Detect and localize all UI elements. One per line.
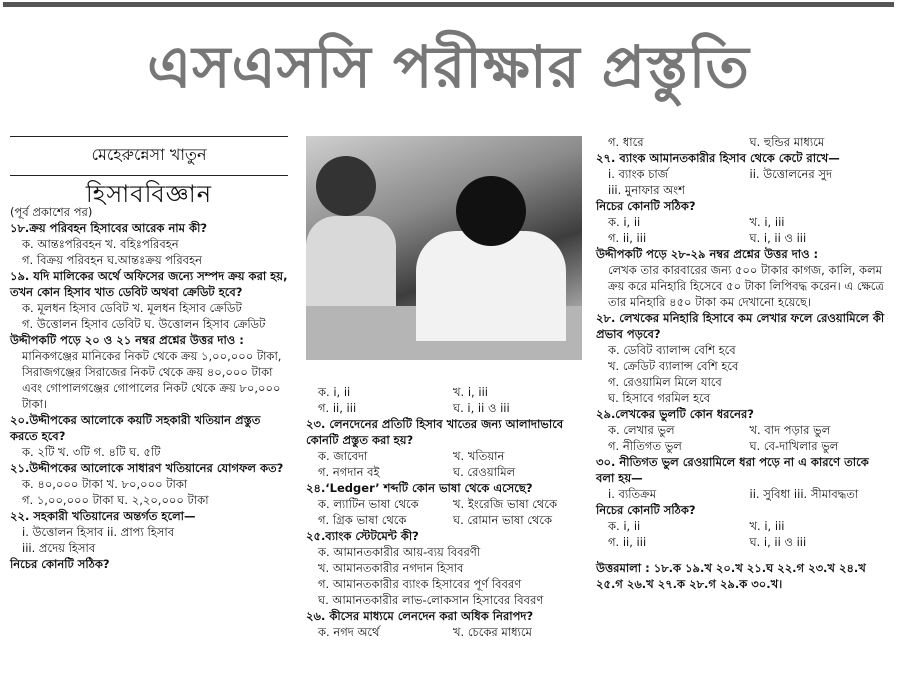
stimulus-heading: উদ্দীপকটি পড়ে ২০ ও ২১ নম্বর প্রশ্নের উত্তর দাও :	[10, 333, 244, 347]
question-18: ১৮.ক্রয় পরিবহন হিসাবের আরেক নাম কী?	[10, 221, 208, 235]
stimulus-heading: উদ্দীপকটি পড়ে ২৮-২৯ নম্বর প্রশ্নের উত্তর দাও :	[596, 247, 819, 261]
option: গ. ধারে	[608, 135, 644, 149]
option: গ. নীতিগত ভুল	[608, 439, 682, 453]
option: ঘ. i, ii ও iii	[749, 231, 807, 245]
choose-correct: নিচের কোনটি সঠিক?	[10, 557, 110, 571]
option: খ. আমানতকারীর নগদান হিসাব	[318, 561, 464, 575]
options	[596, 166, 891, 182]
option: ক. i, ii	[608, 519, 641, 533]
options	[306, 384, 588, 400]
option: গ. গ্রিক ভাষা থেকে	[318, 513, 407, 527]
question-27: ২৭. ব্যাংক আমানতকারীর হিসাব থেকে কেটে রাখে—	[596, 151, 840, 165]
option: ক. আমানতকারীর আয়-ব্যয় বিবরণী	[318, 545, 481, 559]
options: ক. ৪০,০০০ টাকা খ. ৮০,০০০ টাকা	[22, 477, 188, 491]
options	[596, 422, 891, 438]
option: ঘ. i, ii ও iii	[749, 535, 807, 549]
column-middle	[306, 384, 588, 640]
options: i. উত্তোলন হিসাব ii. প্রাপ্য হিসাব	[22, 525, 175, 539]
option: গ. আমানতকারীর ব্যাংক হিসাবের পূর্ণ বিবরণ	[318, 577, 522, 591]
options	[596, 134, 891, 150]
option: খ. i, iii	[749, 519, 785, 533]
options: ক. ২টি খ. ৩টি গ. ৪টি ঘ. ৫টি	[22, 445, 161, 459]
option: গ. রেওয়ামিল মিলে যাবে	[608, 375, 722, 389]
options	[306, 448, 588, 464]
option: গ. ii, iii	[608, 231, 647, 245]
option: খ. খতিয়ান	[453, 449, 505, 463]
option: ক. ল্যাটিন ভাষা থেকে	[318, 497, 419, 511]
choose-correct: নিচের কোনটি সঠিক?	[596, 503, 696, 517]
option: ii. উত্তোলনের সুদ	[749, 167, 833, 181]
question-26: ২৬. কীসের মাধ্যমে লেনদেন করা অধিক নিরাপদ?	[306, 609, 534, 623]
section-title: হিসাববিজ্ঞান	[85, 180, 213, 208]
option: গ. ii, iii	[318, 401, 357, 415]
option: ক. i, ii	[318, 385, 351, 399]
option: গ. ii, iii	[608, 535, 647, 549]
choose-correct: নিচের কোনটি সঠিক?	[596, 199, 696, 213]
divider	[10, 136, 288, 137]
option: ঘ. রেওয়ামিল	[453, 465, 516, 479]
option: ঘ. আমানতকারীর লাভ-লোকসান হিসাবের বিবরণ	[318, 593, 544, 607]
option: খ. বাদ পড়ার ভুল	[749, 423, 831, 437]
question-25: ২৫.ব্যাংক স্টেটমেন্ট কী?	[306, 529, 419, 543]
question-22: ২২. সহকারী খতিয়ানের অন্তর্গত হলো—	[10, 509, 196, 523]
stimulus-text: লেখক তার কারবারের জন্য ৫০০ টাকার কাগজ, কালি, কলম ক্রয় করে মনিহারি হিসেবে ৫০ টাকা লিপিবদ্ধ করেন। এ ক্ষেত্রে তার মনিহারি ৪৫০ টাকা কম দেখানো হয়েছে।	[608, 263, 884, 309]
option: গ. নগদান বই	[318, 465, 380, 479]
author-name: মেহেরুন্নেসা খাতুন	[91, 145, 207, 164]
option: i. ব্যতিক্রম	[608, 487, 657, 501]
options: ক. আন্তঃপরিবহন খ. বহিঃপরিবহন	[22, 237, 179, 251]
option: খ. চেকের মাধ্যমে	[453, 625, 532, 639]
option: ঘ. রোমান ভাষা থেকে	[453, 513, 552, 527]
option: ক. ডেবিট ব্যালান্স বেশি হবে	[608, 343, 736, 357]
options	[596, 214, 891, 230]
options	[596, 518, 891, 534]
stimulus-text: মানিকগঞ্জের মানিকের নিকট থেকে ক্রয় ১,০০,০০০ টাকা, সিরাজগঞ্জের সিরাজের নিকট থেকে ক্রয় ৪০,০০০ টাকা এবং গোপালগঞ্জের গোপালের নিকট থেকে ক্রয় ৮০,০০০ টাকা।	[22, 349, 282, 411]
option: খ. i, iii	[453, 385, 488, 399]
option: ঘ. i, ii ও iii	[453, 401, 510, 415]
options: iii. প্রদেয় হিসাব	[22, 541, 96, 555]
top-rule	[3, 2, 894, 7]
option: ক. লেখার ভুল	[608, 423, 675, 437]
option: খ. i, iii	[749, 215, 785, 229]
page-headline: এসএসসি পরীক্ষার প্রস্তুতি	[147, 33, 750, 101]
question-28: ২৮. লেখকের মনিহারি হিসাবে কম লেখার ফলে রেওয়ামিলে কী প্রভাব পড়বে?	[596, 311, 885, 341]
option: খ. ক্রেডিট ব্যালান্স বেশি হবে	[608, 359, 739, 373]
options	[306, 464, 588, 480]
divider	[10, 175, 288, 176]
option: ক. নগদ অর্থে	[318, 625, 380, 639]
question-29: ২৯.লেখকের ভুলটি কোন ধরনের?	[596, 407, 754, 421]
options	[306, 400, 588, 416]
option: ঘ. হুন্ডির মাধ্যমে	[749, 135, 825, 149]
answer-key: উত্তরমালা : ১৮.ক ১৯.খ ২০.খ ২১.ঘ ২২.গ ২৩.খ ২৪.খ ২৫.গ ২৬.খ ২৭.ক ২৮.গ ২৯.ক ৩০.খ।	[596, 561, 866, 591]
option: ক. i, ii	[608, 215, 641, 229]
question-19: ১৯. যদি মালিকের অর্থে অফিসের জন্যে সম্পদ ক্রয় করা হয়, তখন কোন হিসাব খাত ডেবিট অথবা ক্রেডিট হবে?	[10, 269, 288, 299]
continued-note: (পূর্ব প্রকাশের পর)	[10, 205, 93, 219]
question-23: ২৩. লেনদেনের প্রতিটি হিসাব খাতের জন্য আলাদাভাবে কোনটি প্রস্তুত করা হয়?	[306, 417, 564, 447]
options	[596, 534, 891, 550]
options	[306, 624, 588, 640]
options	[596, 438, 891, 454]
column-left	[10, 134, 288, 572]
options: গ. বিক্রয় পরিবহন ঘ.আন্তঃক্রয় পরিবহন	[22, 253, 202, 267]
option: খ. ইংরেজি ভাষা থেকে	[453, 497, 557, 511]
question-21: ২১.উদ্দীপকের আলোকে সাধারণ খতিয়ানের যোগফল কত?	[10, 461, 284, 475]
students-exam-photo	[306, 136, 582, 360]
options	[596, 486, 891, 502]
options	[596, 230, 891, 246]
option: i. ব্যাংক চার্জ	[608, 167, 669, 181]
options: গ. ১,০০,০০০ টাকা ঘ. ২,২০,০০০ টাকা	[22, 493, 209, 507]
option: ঘ. হিসাবে গরমিল হবে	[608, 391, 711, 405]
option: ii. সুবিধা iii. সীমাবদ্ধতা	[749, 487, 859, 501]
question-24: ২৪.‘Ledger’ শব্দটি কোন ভাষা থেকে এসেছে?	[306, 481, 533, 495]
option: ঘ. বে-দাখিলার ভুল	[749, 439, 839, 453]
options	[306, 512, 588, 528]
column-right	[596, 134, 891, 592]
question-20: ২০.উদ্দীপকের আলোকে কয়টি সহকারী খতিয়ান প্রস্তুত করতে হবে?	[10, 413, 261, 443]
options	[306, 496, 588, 512]
question-30: ৩০. নীতিগত ভুল রেওয়ামিলে ধরা পড়ে না এ কারণে তাকে বলা হয়—	[596, 455, 869, 485]
options: গ. উত্তোলন হিসাব ডেবিট ঘ. উত্তোলন হিসাব ক্রেডিট	[22, 317, 266, 331]
options: ক. মূলধন হিসাব ডেবিট খ. মূলধন হিসাব ক্রেডিট	[22, 301, 242, 315]
option: iii. মুনাফার অংশ	[608, 183, 685, 197]
option: ক. জাবেদা	[318, 449, 368, 463]
